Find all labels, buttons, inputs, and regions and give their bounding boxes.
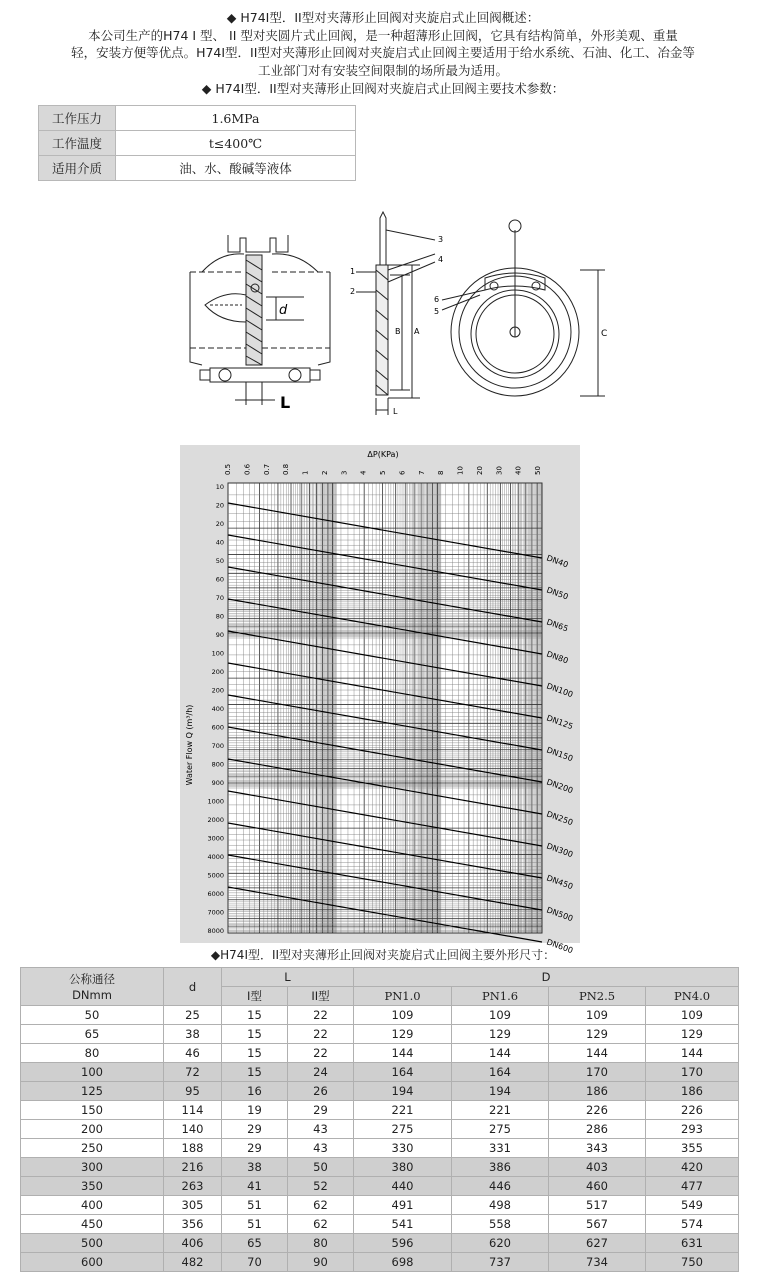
table-cell: 400 <box>21 1196 164 1215</box>
table-cell: 286 <box>549 1120 646 1139</box>
table-cell: 300 <box>21 1158 164 1177</box>
valve-technical-drawing <box>180 210 620 420</box>
table-cell: 194 <box>452 1082 549 1101</box>
chart-left-tick-label: 1000 <box>207 797 224 806</box>
dimension-label-d: d <box>279 303 288 318</box>
params-row <box>39 156 356 181</box>
table-cell: 22 <box>288 1044 354 1063</box>
chart-left-tick-label: 900 <box>211 779 224 787</box>
table-cell: 62 <box>288 1196 354 1215</box>
chart-top-tick-label: 0.8 <box>282 463 291 475</box>
table-cell: 129 <box>646 1025 739 1044</box>
table-cell: 221 <box>354 1101 452 1120</box>
table-cell: 517 <box>549 1196 646 1215</box>
chart-left-tick-label: 70 <box>215 594 224 602</box>
table-cell: 250 <box>21 1139 164 1158</box>
table-row <box>21 1215 739 1234</box>
chart-top-tick-label: 50 <box>534 466 542 475</box>
table-row <box>21 1234 739 1253</box>
chart-top-tick-label: 0.7 <box>262 463 271 475</box>
part-label-2: 2 <box>350 287 356 296</box>
param-key: 工作压力 <box>39 106 116 131</box>
table-cell: 293 <box>646 1120 739 1139</box>
chart-series-label: DN300 <box>545 841 575 860</box>
table-cell: 574 <box>646 1215 739 1234</box>
chart-series-label: DN100 <box>545 681 575 700</box>
table-cell: 350 <box>21 1177 164 1196</box>
params-table <box>38 105 356 181</box>
chart-series-label: DN40 <box>545 553 570 570</box>
table-cell: 275 <box>354 1120 452 1139</box>
chart-top-tick-label: 10 <box>456 466 465 475</box>
part-label-5: 5 <box>434 307 440 316</box>
table-cell: 19 <box>222 1101 288 1120</box>
table-cell: 221 <box>452 1101 549 1120</box>
chart-left-tick-label: 60 <box>215 575 224 584</box>
header-dn <box>21 968 164 1006</box>
table-cell: 140 <box>164 1120 222 1139</box>
dimension-label-c: C <box>601 329 608 339</box>
table-cell: 164 <box>452 1063 549 1082</box>
chart-left-tick-label: 20 <box>215 501 224 510</box>
table-cell: 170 <box>549 1063 646 1082</box>
table-cell: 498 <box>452 1196 549 1215</box>
table-cell: 541 <box>354 1215 452 1234</box>
chart-top-tick-label: 30 <box>495 466 504 475</box>
table-cell: 380 <box>354 1158 452 1177</box>
table-cell: 109 <box>452 1006 549 1025</box>
header-D: D <box>354 968 739 987</box>
table-cell: 144 <box>646 1044 739 1063</box>
dimension-label-a: A <box>414 327 420 336</box>
chart-top-title: ΔP(KPa) <box>367 450 399 459</box>
table-cell: 50 <box>288 1158 354 1177</box>
dims-heading: ◆H74I型．II型对夹薄形止回阀对夹旋启式止回阀主要外形尺寸： <box>210 948 556 962</box>
table-row <box>21 1253 739 1272</box>
table-cell: 65 <box>222 1234 288 1253</box>
table-cell: 29 <box>222 1139 288 1158</box>
table-cell: 403 <box>549 1158 646 1177</box>
header-l-type2: II型 <box>288 987 354 1006</box>
chart-left-tick-label: 700 <box>211 742 224 750</box>
table-row <box>21 1101 739 1120</box>
chart-left-tick-label: 6000 <box>207 890 224 898</box>
table-cell: 80 <box>21 1044 164 1063</box>
table-cell: 109 <box>354 1006 452 1025</box>
chart-series-label: DN50 <box>545 585 570 602</box>
part-label-4: 4 <box>438 255 444 264</box>
table-cell: 70 <box>222 1253 288 1272</box>
part-label-3: 3 <box>438 235 444 244</box>
chart-left-tick-label: 7000 <box>207 908 224 917</box>
table-cell: 29 <box>222 1120 288 1139</box>
table-cell: 164 <box>354 1063 452 1082</box>
table-cell: 216 <box>164 1158 222 1177</box>
chart-top-tick-label: 0.6 <box>243 463 252 475</box>
table-cell: 25 <box>164 1006 222 1025</box>
table-cell: 737 <box>452 1253 549 1272</box>
chart-series-label: DN125 <box>545 713 575 732</box>
table-cell: 750 <box>646 1253 739 1272</box>
table-cell: 144 <box>354 1044 452 1063</box>
chart-series-label: DN65 <box>545 617 570 634</box>
table-cell: 491 <box>354 1196 452 1215</box>
chart-series-label: DN250 <box>545 809 575 828</box>
table-cell: 114 <box>164 1101 222 1120</box>
params-row <box>39 131 356 156</box>
param-value: 1.6MPa <box>116 106 356 131</box>
table-cell: 343 <box>549 1139 646 1158</box>
table-cell: 129 <box>549 1025 646 1044</box>
table-cell: 51 <box>222 1196 288 1215</box>
intro-paragraph-line-1: 本公司生产的H74 I 型、 II 型对夹圆片式止回阀，是一种超薄形止回阀，它具有结构简单，外形美观、重量 <box>88 28 678 43</box>
chart-left-tick-label: 100 <box>211 649 224 658</box>
table-cell: 46 <box>164 1044 222 1063</box>
chart-top-tick-label: 6 <box>398 470 407 475</box>
table-row <box>21 1025 739 1044</box>
chart-top-tick-label: 4 <box>359 470 368 475</box>
table-cell: 52 <box>288 1177 354 1196</box>
table-cell: 186 <box>646 1082 739 1101</box>
chart-y-title: Water Flow Q (m³/h) <box>185 704 194 786</box>
chart-left-tick-label: 2000 <box>207 816 224 824</box>
chart-left-tick-label: 600 <box>211 723 224 732</box>
table-cell: 330 <box>354 1139 452 1158</box>
table-row <box>21 1044 739 1063</box>
chart-left-tick-label: 200 <box>211 686 224 695</box>
table-cell: 420 <box>646 1158 739 1177</box>
table-row <box>21 1177 739 1196</box>
table-cell: 15 <box>222 1006 288 1025</box>
chart-left-tick-label: 10 <box>215 483 224 491</box>
table-row <box>21 1120 739 1139</box>
table-cell: 38 <box>164 1025 222 1044</box>
table-cell: 15 <box>222 1044 288 1063</box>
chart-top-tick-label: 8 <box>437 470 446 475</box>
table-cell: 15 <box>222 1025 288 1044</box>
table-cell: 41 <box>222 1177 288 1196</box>
table-cell: 38 <box>222 1158 288 1177</box>
chart-left-tick-label: 800 <box>211 760 224 769</box>
table-cell: 450 <box>21 1215 164 1234</box>
chart-top-tick-label: 40 <box>514 466 523 475</box>
table-cell: 406 <box>164 1234 222 1253</box>
chart-left-tick-label: 90 <box>215 631 224 639</box>
table-cell: 549 <box>646 1196 739 1215</box>
header-l: L <box>222 968 354 987</box>
params-heading: ◆ H74I型．II型对夹薄形止回阀对夹旋启式止回阀主要技术参数： <box>201 81 565 96</box>
table-cell: 50 <box>21 1006 164 1025</box>
chart-series-label: DN150 <box>545 745 575 764</box>
param-key: 工作温度 <box>39 131 116 156</box>
part-label-1: 1 <box>350 267 356 276</box>
table-cell: 72 <box>164 1063 222 1082</box>
table-cell: 263 <box>164 1177 222 1196</box>
table-cell: 305 <box>164 1196 222 1215</box>
header-dn-unit: DNmm <box>72 987 112 1002</box>
table-cell: 65 <box>21 1025 164 1044</box>
table-cell: 734 <box>549 1253 646 1272</box>
table-row <box>21 1082 739 1101</box>
table-cell: 95 <box>164 1082 222 1101</box>
intro-paragraph-line-3: 工业部门对有安装空间限制的场所最为适用。 <box>257 63 508 78</box>
chart-left-tick-label: 8000 <box>207 927 224 935</box>
table-cell: 109 <box>549 1006 646 1025</box>
table-cell: 144 <box>549 1044 646 1063</box>
table-cell: 477 <box>646 1177 739 1196</box>
table-cell: 129 <box>354 1025 452 1044</box>
chart-left-tick-label: 80 <box>215 612 224 621</box>
header-pn16: PN1.6 <box>452 987 549 1006</box>
table-cell: 109 <box>646 1006 739 1025</box>
table-cell: 331 <box>452 1139 549 1158</box>
table-cell: 194 <box>354 1082 452 1101</box>
table-row <box>21 1196 739 1215</box>
header-pn40: PN4.0 <box>646 987 739 1006</box>
dimension-label-b: B <box>395 327 401 336</box>
chart-left-tick-label: 50 <box>215 557 224 565</box>
table-cell: 698 <box>354 1253 452 1272</box>
table-cell: 150 <box>21 1101 164 1120</box>
table-cell: 26 <box>288 1082 354 1101</box>
table-cell: 186 <box>549 1082 646 1101</box>
table-cell: 600 <box>21 1253 164 1272</box>
part-label-6: 6 <box>434 295 440 304</box>
table-cell: 482 <box>164 1253 222 1272</box>
header-dn-label: 公称通径 <box>69 971 115 986</box>
intro-heading: ◆ H74I型．II型对夹薄形止回阀对夹旋启式止回阀概述： <box>226 10 540 25</box>
chart-series-label: DN500 <box>545 905 575 924</box>
header-pn10: PN1.0 <box>354 987 452 1006</box>
table-cell: 43 <box>288 1139 354 1158</box>
param-value: 油、水、酸碱等液体 <box>116 156 356 181</box>
table-cell: 100 <box>21 1063 164 1082</box>
params-row <box>39 106 356 131</box>
table-cell: 620 <box>452 1234 549 1253</box>
table-row <box>21 1063 739 1082</box>
header-d: d <box>164 968 222 1006</box>
table-cell: 558 <box>452 1215 549 1234</box>
table-cell: 125 <box>21 1082 164 1101</box>
table-cell: 567 <box>549 1215 646 1234</box>
chart-left-tick-label: 20 <box>215 520 224 528</box>
dimension-label-l-side: L <box>393 407 398 416</box>
header-pn25: PN2.5 <box>549 987 646 1006</box>
table-cell: 29 <box>288 1101 354 1120</box>
table-cell: 144 <box>452 1044 549 1063</box>
chart-plot-area <box>228 483 542 933</box>
dimension-label-l: L <box>280 393 291 412</box>
table-cell: 500 <box>21 1234 164 1253</box>
table-cell: 22 <box>288 1006 354 1025</box>
chart-top-tick-label: 5 <box>379 470 387 475</box>
table-cell: 188 <box>164 1139 222 1158</box>
table-cell: 16 <box>222 1082 288 1101</box>
table-cell: 24 <box>288 1063 354 1082</box>
table-cell: 15 <box>222 1063 288 1082</box>
table-row <box>21 1006 739 1025</box>
table-cell: 22 <box>288 1025 354 1044</box>
table-cell: 596 <box>354 1234 452 1253</box>
chart-series-label: DN80 <box>545 649 570 666</box>
chart-top-tick-label: 1 <box>301 470 310 475</box>
chart-top-tick-label: 0.5 <box>224 463 232 475</box>
chart-series-label: DN200 <box>545 777 575 796</box>
chart-top-tick-label: 7 <box>417 470 426 475</box>
chart-top-tick-label: 2 <box>320 470 329 475</box>
chart-left-tick-label: 200 <box>211 668 224 676</box>
intro-paragraph-line-2: 轻，安装方便等优点。H74I型．II型对夹薄形止回阀对夹旋启式止回阀主要适用于给水系统、石油、化工、冶金等 <box>71 45 695 60</box>
param-key: 适用介质 <box>39 156 116 181</box>
chart-left-tick-label: 400 <box>211 705 224 713</box>
table-cell: 460 <box>549 1177 646 1196</box>
table-cell: 200 <box>21 1120 164 1139</box>
table-cell: 62 <box>288 1215 354 1234</box>
table-cell: 446 <box>452 1177 549 1196</box>
header-l-type1: I型 <box>222 987 288 1006</box>
table-cell: 355 <box>646 1139 739 1158</box>
table-cell: 631 <box>646 1234 739 1253</box>
table-cell: 627 <box>549 1234 646 1253</box>
table-cell: 386 <box>452 1158 549 1177</box>
chart-series-label: DN450 <box>545 873 575 892</box>
table-cell: 51 <box>222 1215 288 1234</box>
table-cell: 90 <box>288 1253 354 1272</box>
chart-top-tick-label: 20 <box>475 466 484 475</box>
table-cell: 43 <box>288 1120 354 1139</box>
table-cell: 356 <box>164 1215 222 1234</box>
table-row <box>21 1139 739 1158</box>
chart-top-tick-label: 3 <box>340 470 349 475</box>
table-cell: 275 <box>452 1120 549 1139</box>
chart-left-tick-label: 3000 <box>207 834 224 843</box>
table-cell: 226 <box>549 1101 646 1120</box>
chart-series-label: DN600 <box>545 937 575 956</box>
chart-left-tick-label: 4000 <box>207 853 224 861</box>
param-value: t≤400℃ <box>116 131 356 156</box>
chart-left-tick-label: 5000 <box>207 871 224 880</box>
chart-left-tick-label: 40 <box>215 538 224 547</box>
table-cell: 440 <box>354 1177 452 1196</box>
table-cell: 80 <box>288 1234 354 1253</box>
dims-table <box>20 967 739 1272</box>
table-cell: 170 <box>646 1063 739 1082</box>
table-row <box>21 1158 739 1177</box>
table-cell: 226 <box>646 1101 739 1120</box>
table-cell: 129 <box>452 1025 549 1044</box>
